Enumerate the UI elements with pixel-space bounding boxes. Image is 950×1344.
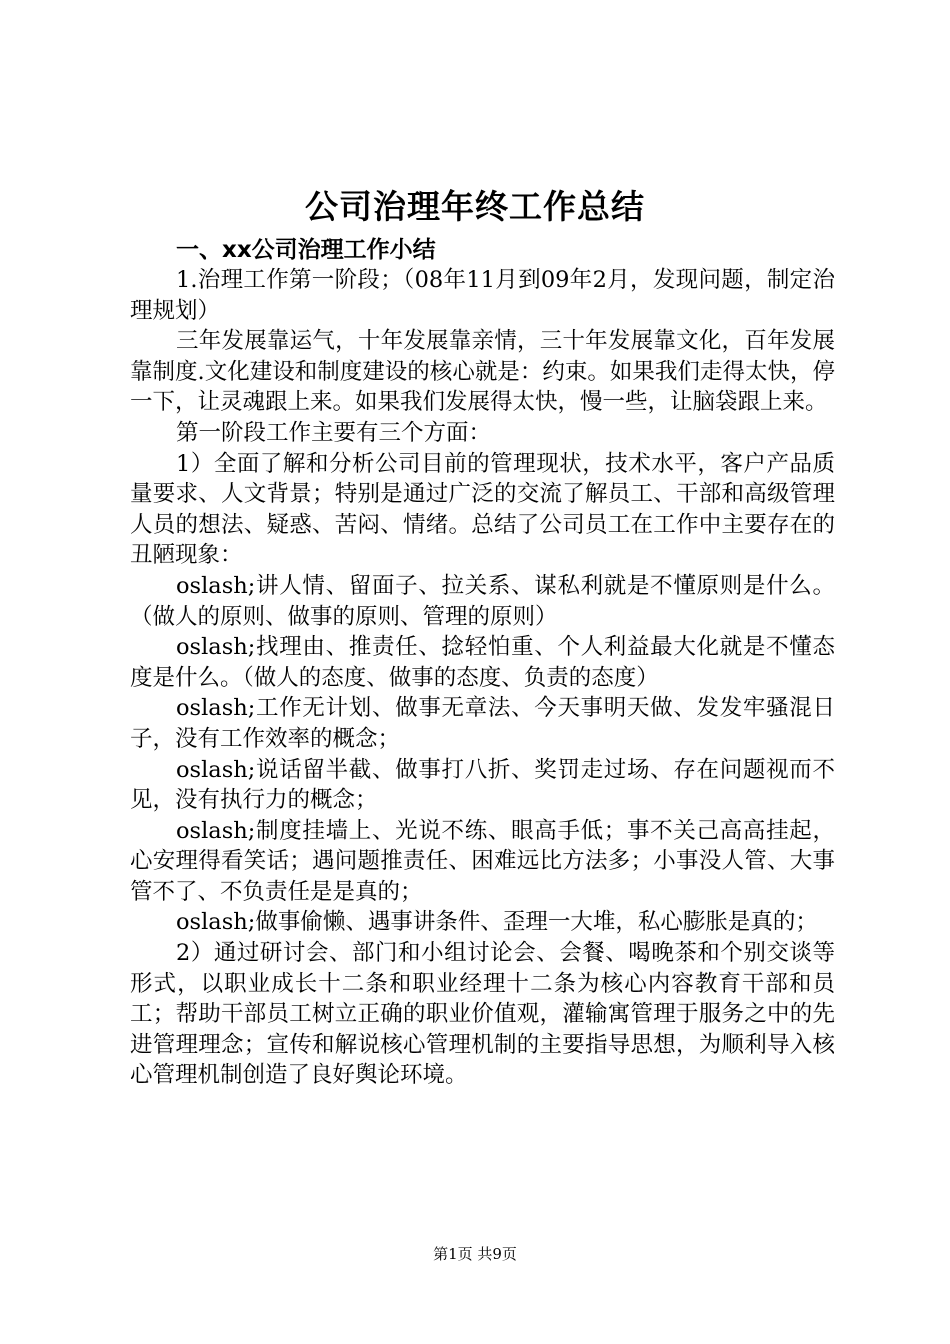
paragraph-item-2: 2）通过研讨会、部门和小组讨论会、会餐、喝晚茶和个别交谈等形式，以职业成长十二条和职业经理十二条为核心内容教育干部和员工；帮助干部员工树立正确的职业价值观，灌输寓管理于服务之中的先进管理理念；宣传和解说核心管理机制的主要指导思想，为顺利导入核心管理机制创造了良好舆论环境。 <box>130 940 835 1089</box>
paragraph-three-aspects: 第一阶段工作主要有三个方面： <box>176 419 492 446</box>
paragraph-bullet-execution: oslash;说话留半截、做事打八折、奖罚走过场、存在问题视而不见，没有执行力的概念； <box>130 756 835 814</box>
paragraph-item-1: 1）全面了解和分析公司目前的管理现状，技术水平，客户产品质量要求、人文背景；特别是通过广泛的交流了解员工、干部和高级管理人员的想法、疑惑、苦闷、情绪。总结了公司员工在工作中主要存在的丑陋现象： <box>130 450 835 569</box>
paragraph-bullet-attitude: oslash;找理由、推责任、捻轻怕重、个人利益最大化就是不懂态度是什么。（做人的态度、做事的态度、负责的态度） <box>130 634 835 691</box>
page-number: 第1页 共9页 <box>433 1245 517 1263</box>
section-heading: 一、xx公司治理工作小结 <box>176 237 436 263</box>
paragraph-bullet-responsibility: oslash;制度挂墙上、光说不练、眼高手低；事不关己高高挂起，心安理得看笑话；遇问题推责任、困难远比方法多；小事没人管、大事管不了、不负责任是是真的； <box>130 817 835 905</box>
paragraph-culture: 三年发展靠运气，十年发展靠亲情，三十年发展靠文化，百年发展靠制度.文化建设和制度建设的核心就是：约束。如果我们走得太快，停一下，让灵魂跟上来。如果我们发展得太快，慢一些，让脑袋跟上来。 <box>130 328 835 416</box>
paragraph-bullet-efficiency: oslash;工作无计划、做事无章法、今天事明天做、发发牢骚混日子，没有工作效率的概念； <box>130 695 835 752</box>
document-title: 公司治理年终工作总结 <box>305 187 645 226</box>
paragraph-stage-one: 1.治理工作第一阶段；（08年11月到09年2月，发现问题，制定治理规划） <box>130 267 835 324</box>
paragraph-bullet-selfishness: oslash;做事偷懒、遇事讲条件、歪理一大堆，私心膨胀是真的； <box>176 909 818 936</box>
paragraph-bullet-principle: oslash;讲人情、留面子、拉关系、谋私利就是不懂原则是什么。（做人的原则、做事的原则、管理的原则） <box>130 572 835 630</box>
document-body <box>130 235 835 1091</box>
